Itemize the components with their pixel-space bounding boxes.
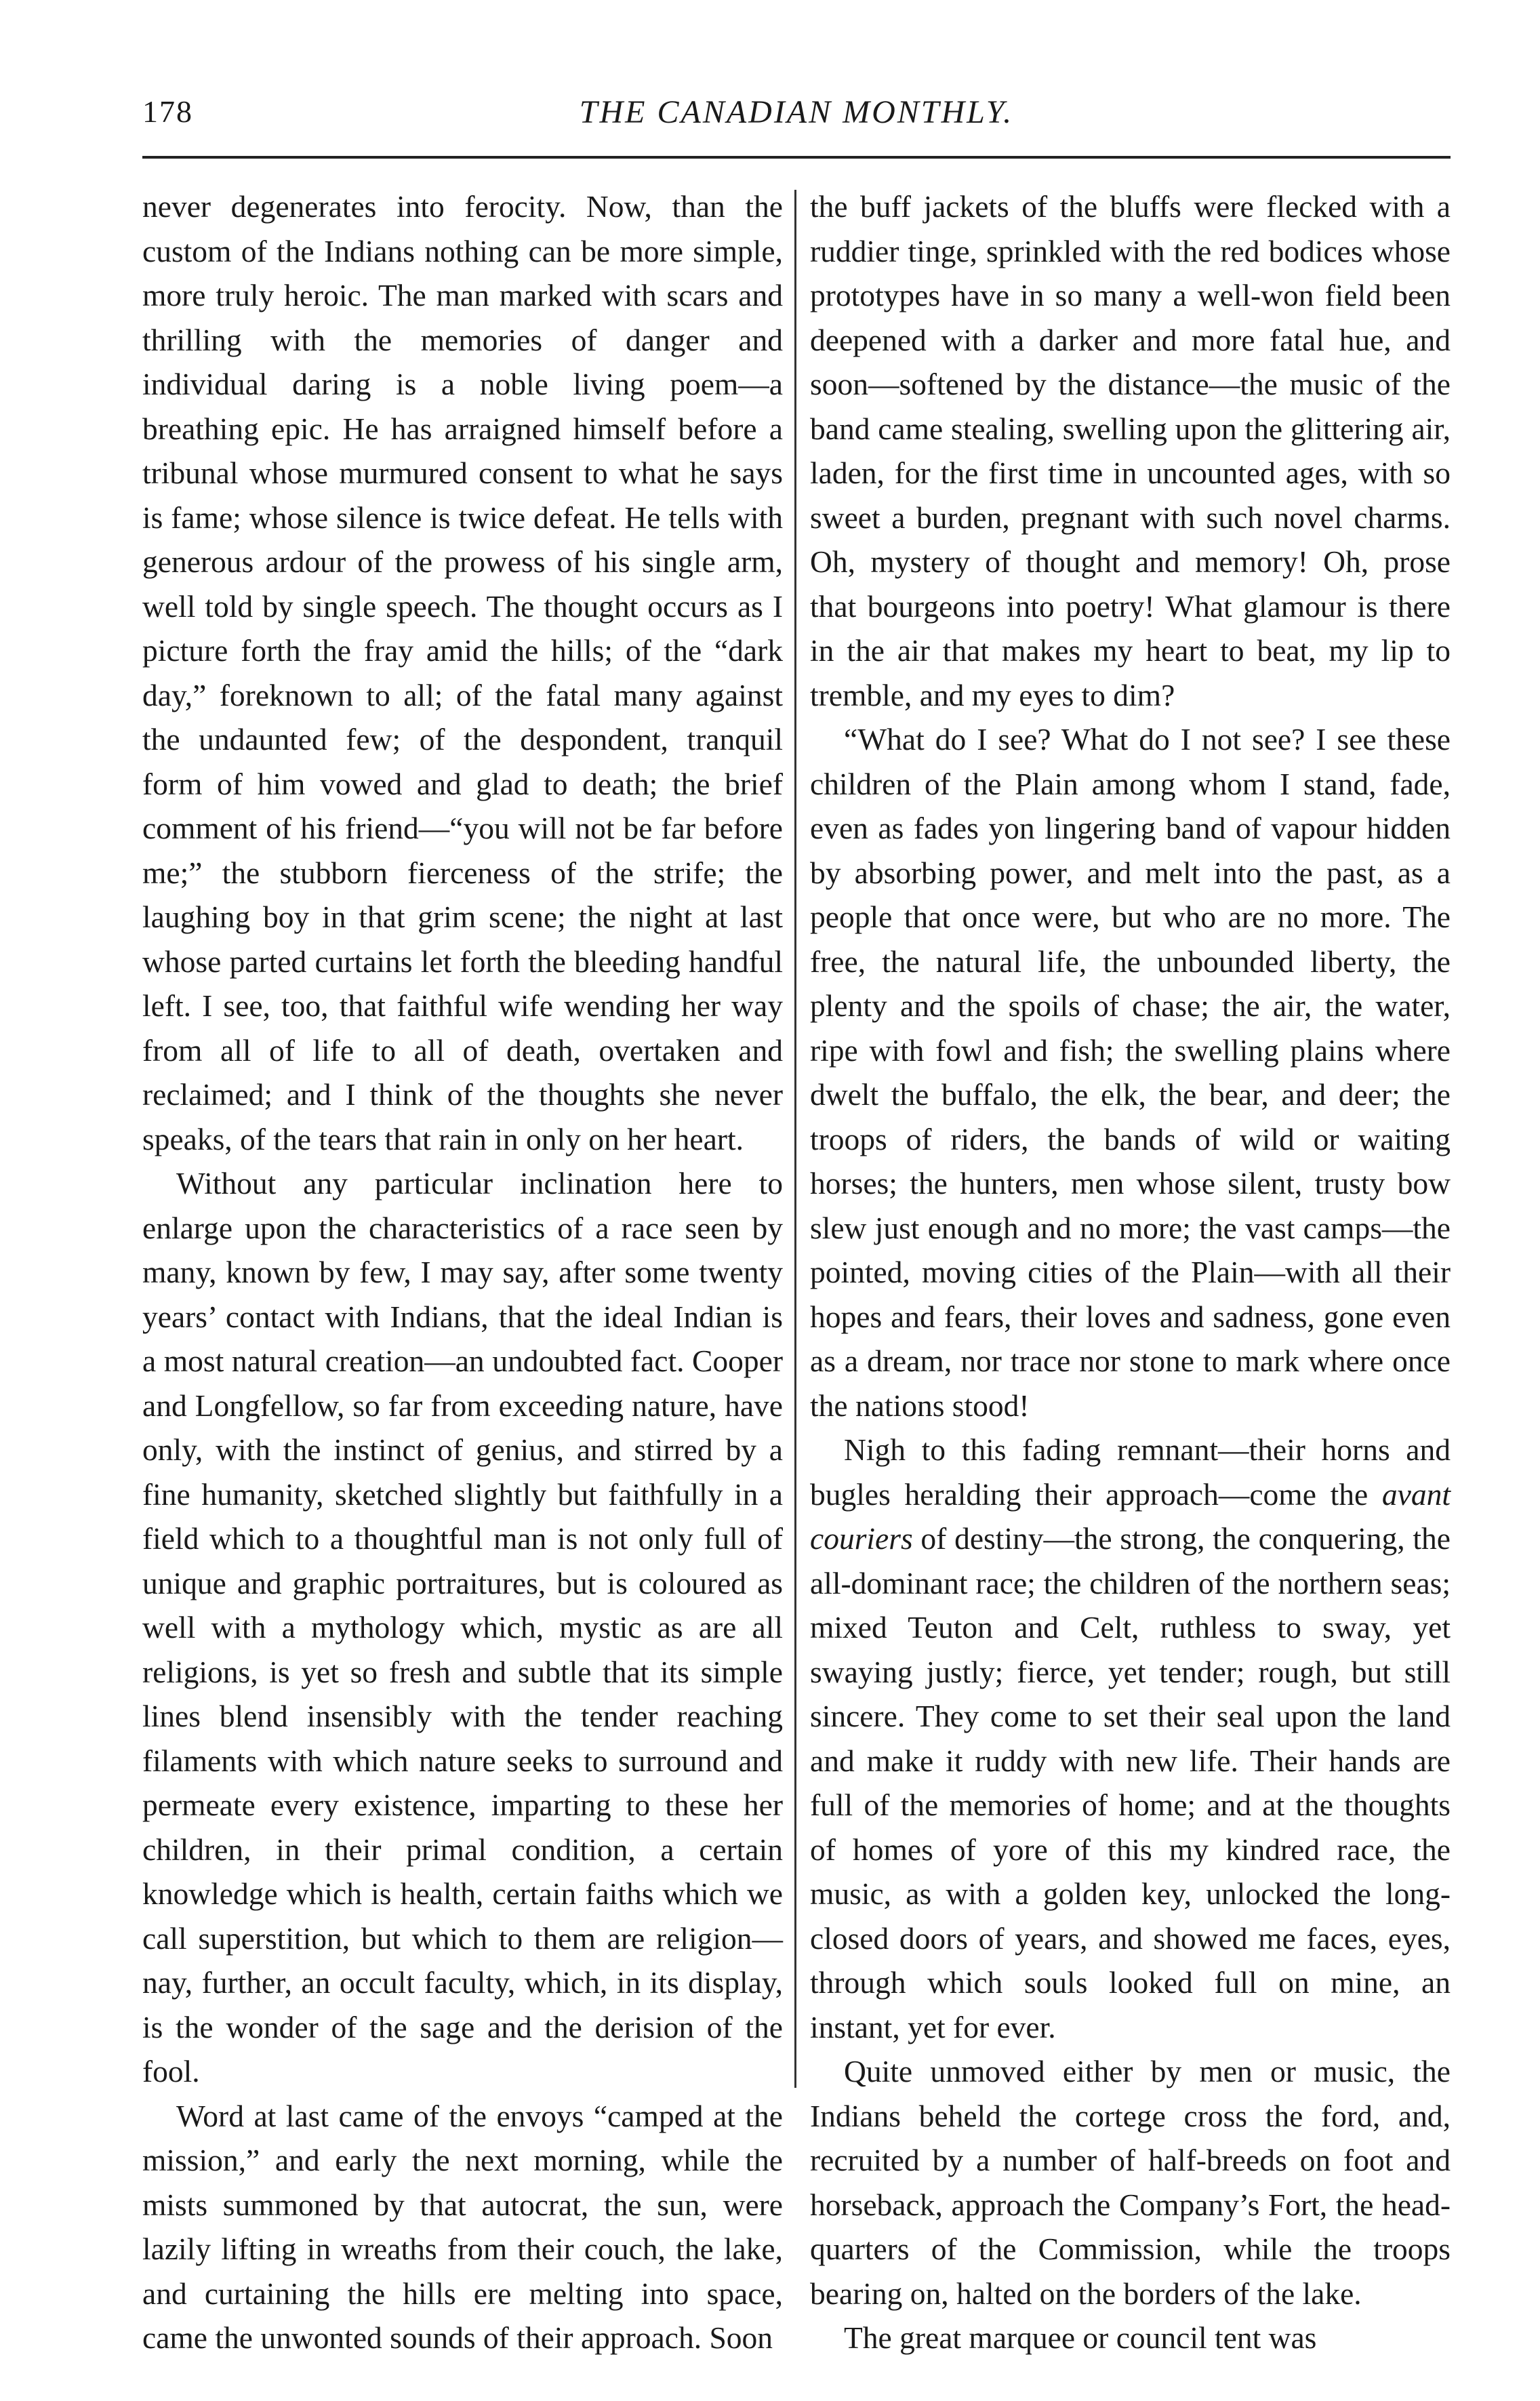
paragraph bbox=[810, 1428, 1451, 2049]
text-span: of destiny—the strong, the conquering, the all-dominant race; the children of the northern seas; mixed Teuton and Celt, ruthless to sway, yet swaying justly; fierce, yet tender; rough, but still sincere. They come to set their seal upon the land and make it ruddy with new life. Their hands are full of the memories of home; and at the thoughts of homes of yore of this my kindred race, the music, as with a golden key, unlocked the long-closed doors of years, and showed me faces, eyes, through which souls looked full on mine, an instant, yet for ever. bbox=[810, 1521, 1451, 2044]
paragraph: The great marquee or council tent was bbox=[844, 2320, 1317, 2355]
running-title: THE CANADIAN MONTHLY. bbox=[579, 94, 1014, 130]
page-number: 178 bbox=[142, 94, 193, 129]
right-column bbox=[810, 184, 1451, 2360]
paragraph: Quite unmoved either by men or music, the Indians beheld the cortege cross the ford, and, recruited by a number of half-breeds on foot and horseback, approach the Company’s Fort, the head-quarters of the Commission, while the troops bearing on, halted on the borders of the lake. bbox=[810, 2054, 1451, 2311]
header-rule bbox=[142, 156, 1451, 159]
paragraph: Without any particular inclination here to enlarge upon the characteristics of a race seen by many, known by few, I may say, after some twenty years’ contact with Indians, that the ideal Indian is a most natural creation—an undoubted fact. Cooper and Longfellow, so far from exceeding nature, have only, with the instinct of genius, and stirred by a fine humanity, sketched slightly but faithfully in a field which to a thoughtful man is not only full of unique and graphic portraitures, but is coloured as well with a mythology which, mystic as are all religions, is yet so fresh and subtle that its simple lines blend insensibly with the tender reaching filaments with which nature seeks to surround and permeate every existence, imparting to these her children, in their primal condition, a certain knowledge which is health, certain faiths which we call superstition, but which to them are religion—nay, further, an occult faculty, which, in its display, is the wonder of the sage and the derision of the fool. bbox=[142, 1166, 783, 2089]
italic-phrase: avant couriers bbox=[810, 1476, 1451, 1556]
text-span: Nigh to this fading remnant—their horns and bugles heralding their approach—come the bbox=[810, 1432, 1451, 1512]
paragraph: the buff jackets of the bluffs were flecked with a ruddier tinge, sprinkled with the red bodices whose prototypes have in so many a well-won field been deepened with a darker and more fatal hue, and soon—softened by the distance—the music of the band came stealing, swelling upon the glittering air, laden, for the first time in uncounted ages, with so sweet a burden, pregnant with such novel charms. Oh, mystery of thought and memory! Oh, prose that bourgeons into poetry! What glamour is there in the air that makes my heart to beat, my lip to tremble, and my eyes to dim? bbox=[810, 189, 1451, 712]
page-header bbox=[142, 88, 1451, 149]
paragraph: never degenerates into ferocity. Now, than the custom of the Indians nothing can be more simple, more truly heroic. The man marked with scars and thrilling with the memories of danger and individual daring is a noble living poem—a breathing epic. He has arraigned himself before a tribunal whose murmured consent to what he says is fame; whose silence is twice defeat. He tells with generous ardour of the prowess of his single arm, well told by single speech. The thought occurs as I picture forth the fray amid the hills; of the “dark day,” foreknown to all; of the fatal many against the undaunted few; of the despondent, tranquil form of him vowed and glad to death; the brief comment of his friend—“you will not be far before me;” the stubborn fierceness of the strife; the laughing boy in that grim scene; the night at last whose parted curtains let forth the bleeding handful left. I see, too, that faithful wife wending her way from all of life to all of death, overtaken and reclaimed; and I think of the thoughts she never speaks, of the tears that rain in only on her heart. bbox=[142, 189, 783, 1156]
left-column bbox=[142, 184, 783, 2360]
paragraph: Word at last came of the envoys “camped at the mission,” and early the next morning, while the mists summoned by that autocrat, the sun, were lazily lifting in wreaths from their couch, the lake, and curtaining the hills ere melting into space, came the unwonted sounds of their approach. Soon bbox=[142, 2098, 783, 2355]
paragraph: “What do I see? What do I not see? I see these children of the Plain among whom I stand, fade, even as fades yon lingering band of vapour hidden by absorbing power, and melt into the past, as a people that once were, but who are no more. The free, the natural life, the unbounded liberty, the plenty and the spoils of chase; the air, the water, ripe with fowl and fish; the swelling plains where dwelt the buffalo, the elk, the bear, and deer; the troops of riders, the bands of wild or waiting horses; the hunters, men whose silent, trusty bow slew just enough and no more; the vast camps—the pointed, moving cities of the Plain—with all their hopes and fears, their loves and sadness, gone even as a dream, nor trace nor stone to mark where once the nations stood! bbox=[810, 722, 1451, 1423]
column-divider bbox=[794, 190, 796, 2088]
